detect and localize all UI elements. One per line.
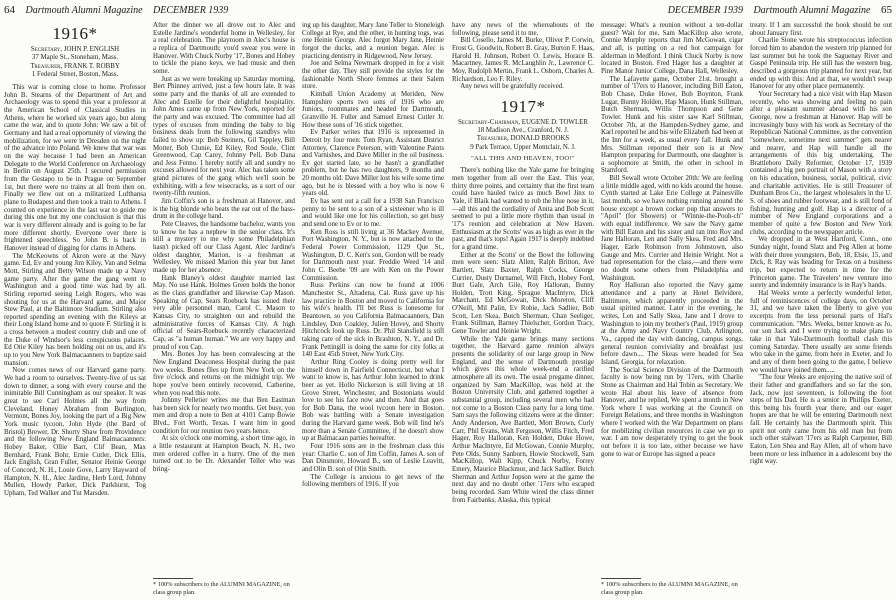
paragraph: We dropped in at West Hartford, Conn., one Sunday night, found Slatz and Peg Allen at home with their three youngsters, Bob, 18, Elsie, 15, and Dick, 8. Ray was heading for Texas on a business trip, but expected to return in time for the Princeton game. The Travelers' new venture into surety and indemnity insurance is in Ray's hands. bbox=[750, 236, 892, 290]
footnote-rule bbox=[601, 578, 641, 579]
running-head-left bbox=[4, 3, 444, 18]
issue-date: DECEMBER 1939 bbox=[667, 5, 743, 16]
page-65 bbox=[452, 0, 892, 600]
treasurer-address: 1 Federal Street, Boston, Mass. bbox=[31, 70, 119, 78]
paragraph: Mrs. Bones Joy has been convalescing at the New England Deaconess Hospital during the past two weeks. Bones flies up from New York on the five o'clock and returns on the midnight trip. We hope you've been entirely recovered, Catherine, when you read this note. bbox=[153, 351, 295, 397]
page-number: 65 bbox=[881, 4, 892, 16]
page-number: 64 bbox=[4, 4, 15, 16]
paragraph: Russ Perkins can now be found at 1006 Manchester St., Altadena, Cal. Russ gave up his law practice in Boston and moved to California for his wife's health. I'll bet Russ is lonesome for Beantown, so you California Balmacaanners, Dan Lindsley, Don Coakley, Julien Hovey, and Shorty Hitchcock look up Russ. Dr. Phil Stansfield is still taking care of the sick in Brashton, N. Y., and Dr. Frank Pettingill is doing the same for city folks at 140 East 45th Street, New York City. bbox=[302, 282, 444, 359]
paragraph: Kimball Union Academy at Meriden, New Hampshire sports two sons of 1916 who are Juniors, roommates and headed for Dartmouth, Granville H. Fuller and Samuel Ernest Cutler Jr. How these sons of '16 stick together. bbox=[302, 90, 444, 129]
paragraph: Four 1916 sons are in the freshman class this year: Charlie C. son of Jim Coffin, James A. son of Dan Dinsmore, Howard B., son of Leslie Leavitt, and Olin B. son of Olin Smith. bbox=[302, 443, 444, 474]
treasurer-address: 9 Park Terrace, Upper Montclair, N. J. bbox=[470, 143, 576, 151]
column-2 bbox=[153, 22, 295, 596]
column-text bbox=[452, 22, 594, 91]
class-1917-heading bbox=[452, 97, 594, 162]
paragraph: After the dinner we all drove out to Alec and Estelle Jardine's wonderful home in Wellesley, for a real celebration. The playroom in Alec's house is a replica of Dartmouth; you'd swear you were in Hanover. With Chuck Norby '17, Bones and Hobey to tickle the piano keys, we had music and then some. bbox=[153, 22, 295, 75]
paragraph: The Lafayette game, October 21st, brought a number of '17ers to Hanover, including Bill Eaton, Bob Chase, Duke Howe, Bob Boynton, Frank Lugar, Bunny Holden, Hap Mason, Hunk Stillman, Butch Sherman, Willis Thompson and Gene Towler. Hunk and his sister saw Karl Stillman, October 7th, at the Hampden-Sydney game, and Karl reported he and his wife Elizabeth had been at the Inn for a week, as usual every fall. Hunk and Mrs. Stillman reported their son is at New Hampton preparing for Dartmouth, one daughter is a sophomore at Smith, the other in school in Stamford. bbox=[601, 75, 743, 175]
paragraph: have any news of the whereabouts of the following, please send it to me. bbox=[452, 22, 594, 37]
paragraph: "The four Weeks are enjoying the native soil of their father and grandfathers and so far the son, Jack, now just seventeen, is following the foot steps of his Dad. He is a senior in Phillips Exeter, this being his fourth year there, and our eager hopes are that he will be entering Dartmouth next fall. He certainly has the Dartmouth spirit. This spirit not only came from his old man but from such other stalwart '17ers as Ralph Carpenter, Bill Eaton, Len Shea and Ray Allen, all of whom have been more or less influence in a adolescent boy the right way. bbox=[750, 374, 892, 466]
column-1 bbox=[452, 22, 594, 596]
column-3 bbox=[750, 22, 892, 596]
column-2 bbox=[601, 22, 743, 596]
issue-date: DECEMBER 1939 bbox=[153, 5, 229, 16]
class-year: 1917* bbox=[500, 96, 546, 116]
columns-right bbox=[452, 22, 892, 596]
paragraph: While the Yale game brings many sections together, the Harvard game reunion always presents the solidarity of our large group in New England, and the sense of Dartmouth prestige which gives this whole week-end a rarified atmosphere all its own. The usual pregame dinner, organized by Sam MacKillop, was held at the Boston University Club, and gathered together a substantial group, including several men who had not come to a Boston Class party for a long time. Sam says the following citizens were at the dinner: Andy Anderson, Ave Bartlett, Mott Brown, Curly Carr, Phil Evans, Walt Ferguson, Willis Fitch, Fred Hager, Roy Halloran, Ken Holden, Duke Howe, Arthur MacIntyre, Ed McGowan, Connie Murphy, Pete Olds, Sunny Sanborn, Howie Stockwell, Sam MacKillop, Walt Kipp, Chuck Norby, Forrey Emery, Maurice Blackmur, and Jack Sadlier. Butch Sherman and Arthur Jopson were at the game the next day and no doubt other '17ers who escaped being recorded. Sam White wired the class dinner from Fairbanks, Alaska, this typical bbox=[452, 335, 594, 504]
footnote-text: * 100% subscribers to the ALUMNI MAGAZINE, on class group plan. bbox=[601, 581, 738, 596]
paragraph: Ken Ross is still living at 36 Mackey Avenue, Port Washington, N. Y., but is now attached to the Federal Power Commission, 1129 Que St., Washington, D. C. Ken's son, Gordon will be ready for Dartmouth next year. Freddie Weed '14 and John C. Beebe '09 are with Ken on the Power Commission. bbox=[302, 228, 444, 282]
paragraph: Any news will be gratefully received. bbox=[460, 83, 564, 91]
column-text bbox=[750, 22, 892, 466]
column-text bbox=[452, 167, 594, 504]
paragraph: Either at the Scotts' or the Bowl the following men were seen: Slatz Allen, Ralph Britton, Ave Bartlett, Slatz Baxter, Ralph Cocks, George Currier, Dusty Durnamel, Will Fitch, Hobey Ford, Burt Gale, Arch Gile, Roy Halloran, Bunny Holden, Trott King, Sprague MacIntyre, Dick Marchant, Ed McGowan, Dick Moreton, Cliff O'Neill, Mil Palin, Ev Robie, Jack Sadlier, Bob Scott, Len Skea, Butch Sherman, Chan Seeliger, Frank Stillman, Barney Thielscher, Gordon Tracy, Gene Towler and Heinie Wright. bbox=[452, 251, 594, 336]
paragraph: Roy Halloran also reported the Navy game attendance and a party at Hotel Belvidere, Baltimore, which apparently proceeded in the usual spirited manner. Later in the evening, he writes, Len and Sally Skea, Jane and I drove to Washington to join my brother's (Paul, 1919) group at the Army and Navy Country Club, Arlington, Va., capped the day with dancing, campus songs, general reunion conviviality and breakfast just before dawn.... The Skeas were headed for Sea Island, Georgia, for relaxation. bbox=[601, 282, 743, 366]
section-subheading: "ALL THIS AND HEAVEN, TOO!" bbox=[471, 155, 575, 163]
paragraph: Hal Weeks wrote a perfectly wonderful letter, full of reminiscences of college days, on October 31, and we have taken the liberty to give you excerpts from the less personal parts of Hal's communication. "Mrs. Weeks, better known as Jo, our son Jack and I were trying to make plans to take in that Yale-Dartmouth football clash this coming Saturday. There usually are some friends who take in the game, from here in Exeter, and Jo and any of them been going to the game, I believe we would have joined them..... bbox=[750, 289, 892, 374]
paragraph: Jim Coffin's son is a freshman at Hanover, and is the big blonde who beats the ear out of the bass-drum in the college band. bbox=[153, 198, 295, 221]
column-3 bbox=[302, 22, 444, 596]
column-text bbox=[153, 22, 295, 474]
paragraph: treaty. If I am successful the book should be out about January first. bbox=[750, 22, 892, 37]
secretary-line: Secretary-Chairman, EUGENE D. TOWLER bbox=[458, 118, 588, 126]
paragraph: The Social Science Division of the Dartmouth faculty is now being run by '17ers, with Charlie Stone as Chairman and Hal Tobin as Secretary. We wrote Hal about his leave of absence from Hanover, and he replied, We spent a month in New York where I was working at the Council on Foreign Relations, and three months in Washington where I worked with the War Department on plans for mobilizing civilian resources in case we go to war. I am now desperately trying to get the book out before it is too late, either because we have gone to war or Europe has signed a peace bbox=[601, 366, 743, 458]
column-1 bbox=[4, 22, 146, 596]
secretary-address: 37 Maple St., Stoneham, Mass. bbox=[31, 54, 119, 62]
columns-left bbox=[4, 22, 444, 596]
paragraph: The College is anxious to get news of the following members of 1916. If you bbox=[302, 473, 444, 489]
column-text bbox=[302, 22, 444, 489]
running-head-right bbox=[452, 3, 892, 18]
magazine-title: Dartmouth Alumni Magazine bbox=[25, 5, 143, 16]
paragraph: Just as we were breaking up Saturday morning, Bert Phinney arrived, just a few hours late. It was some party and the thanks of all are extended to Alec and Estelle for their delightful hospitality. John Ames came up from New York, reported for the party and was excused. The committee had all types of excuses from minding the baby to big business deals from the following standbys who failed to show up: Bob Steiners, Gil Tappley, Bill Motter, Bob Clunie, Ed Kiley, Rod Soule, Clint Greenwood, Cap Carey, Johnny Pell, Bob Dana and Jess Fenno. I hereby notify all and sundry no excuses allowed for next year. Alec has taken some grand pictures of the gang which we'll soon be exhibiting, with a few wisecracks, as a sort of our twenty-fifth reunion. bbox=[153, 75, 295, 198]
footnote-rule bbox=[153, 578, 193, 579]
magazine-title: Dartmouth Alumni Magazine bbox=[753, 5, 871, 16]
treasurer-line: Treasurer, FRANK T. ROBBY bbox=[30, 62, 120, 70]
footnote bbox=[601, 575, 743, 596]
paragraph: Hank Blaney's oldest daughter married last May. No use Hank. Holmes Green holds the honor as the class grandfather and likewise Cap Mason. Speaking of Cap, Sears Roebuck has issued their very able personnel man, Carol C. Mason to Kansas City, to straighten out and rebuild the administrative forces of Kansas City. A high official of Sears-Roebuck recently characterized Cap, as "a human human." We are very happy and proud of you Cap. bbox=[153, 274, 295, 351]
paragraph: At six o'clock one morning, a short time ago, in a little restaurant at Hampton Beach, N. H., two men ordered coffee in a hurry. One of the men turned out to be Dr. Alexander Teller who was bring- bbox=[153, 435, 295, 474]
paragraph: Joe and Selma Newmark dropped in for a visit the other day. They still provide the styles for the fashionable North Shore femmes at their Salem store. bbox=[302, 60, 444, 91]
paragraph: Johnny Pelletier writes me that Ben Eastman has been sick for nearly two months. Get busy, you men and drop a note to Ben at 4101 Camp Bowie Blvd., Fort Worth, Texas. I want him in good condition for our reunion two years hence. bbox=[153, 397, 295, 435]
paragraph: Your Secretary had a nice visit with Hap Mason recently, who was showing and feeling no pain after a pleasant summer abroad with his son George, now a freshman at Hanover. Hap will be increasingly busy with his work as Secretary of the Republican National Committee, as the convention "somewhere, sometime next summer" gets nearer and nearer, and Hap will handle all the arrangements of this big undertaking. The Brattleboro Daily Reformer, October 17, 1939 contained a big pen portrait of Mason with a story on his education, business, social, political, civic and charitable activities. He is still Treasurer of Dunham Bros Co., the largest wholesalers in the U. S. of shoes and rubber footwear, and is still fond of fishing, hunting and golf. Hap is a director of a number of New England corporations and a member of quite a few Boston and New York clubs, according to the newspaper article. bbox=[750, 90, 892, 236]
page-64 bbox=[4, 0, 444, 600]
treasurer-line: Treasurer, DONALD BROOKS bbox=[476, 135, 570, 143]
column-text bbox=[601, 22, 743, 458]
column-text bbox=[4, 84, 146, 497]
class-1916-heading bbox=[4, 24, 146, 79]
paragraph: message: What's a reunion without a ten-dollar guest? Wait for me. Sam MacKillop also wrote, Connie Murphy reports that Jim McGowan, cigar and all, is putting on a red hot campaign for alderman in Medford. I think Chuck Norby is now located in Boston. Fred Hager has a daughter at Pine Manor Junior College, Dana Hall, Wellesley. bbox=[601, 22, 743, 75]
footnote-text: * 100% subscribers to the ALUMNI MAGAZINE, on class group plan. bbox=[153, 581, 290, 596]
paragraph: Now comes news of our Harvard game party. We had a room to ourselves. Twenty-five of us sat down to dinner, a song with every course and the inimitable Bill Cunningham as our speaker. It was great to see Carl Holmes all the way from Cleveland, Honey Abraham from Burlington, Vermont, Bones Joy, looking the part of a Big New York music tycoon, John Hyde (the Bard of Bristol) Brewer, Dr. Shorty Shaw from Providence and the following New England Balmacaanners: Hobey Baker, Ollie Barr, Clif Bean, Max Bernhard, Frank Bohr, Ernie Cutler, Dick Ellis, Jack English, Gran Fuller, Senator Heinie George of Concord, N. H., Louie Gove, Larry Hayward of Hampton, N. H., Alec Jardine, Herb Lord, Johnny Mullen, Howdy Parker, Dick Parkhurst, Tog Upham, Ted Walker and Tut Marsden. bbox=[4, 367, 146, 497]
paragraph: Bill Sewall wrote October 20th: We are feeling a little middle aged, with no kids around the house. Cynth started at Lake Erie College at Painesville last month, so we have nothing running around the house except a brown cocker pup that answers to "April" (for Showers) or "Winnie-the-Pooh-ch" with equal indifference. We saw the Navy game with Bill Eaton and his sister and ran into Roy and Jane Halloran, Len and Sally Skea, Fred and Mrs. Hager, Earle Robinson from Johnstown, also Gauge and Mrs. Currier and Heinie Wright. Not a bad representation for the class,—and there were no doubt some others from Philadelphia and Washington. bbox=[601, 175, 743, 282]
paragraph: The McKeowns of Akron were at the Navy game. Ed, Ev and young Jim Kiley, Van and Selma Mott, Stirling and Betty Wilson made up a Navy game party. After the game the gang went to Washington and a good time was had by all. Stirling reported seeing Leigh Rogers, who was shouting for us at the Harvard game, and Major Stew Paul, at the Baltimore Stadium. Stirling also reported spending an evening with the Kileys at their Long Island home and to quote F. Stirling it is a cross between a modest country club and one of the Duke of Windsor's less conspicuous palaces. Ed Otie Kiley has been holding out on us, and it's up to you New York Balmacaanners to baptize said mansion. bbox=[4, 252, 146, 367]
paragraph: There's nothing like the Yale game for bringing men together from all over the East. This year, thirty three points, and certainty that the first team could have hauled twice as much Bowl Jinx to Yale, if Blaik had wanted to rub the blue nose in it,—all this and the cordiality of Anita and Bob Scott seemed to put a little more rhythm than usual in '17's reunion and celebration at New Haven. Enthusiasm at the Scotts' was as high as ever in the past, and that's tops! Again 1917 is deeply indebted for a grand time. bbox=[452, 167, 594, 251]
paragraph: Bill Cosello, James M. Burke, Oliver P. Corwin, Frost G. Goodwin, Robert B. Gray, Burton F. Haas, Harold H. Johnson, Robert O. Lewis, Horace B. Macartney, James R. McLaughlin Jr., Lawrence C. Moy, Rudolph Mertin, Frank L. Osborn, Charles A. Richardson, Leo F. Riley. bbox=[452, 37, 594, 83]
paragraph: Ev Parker writes that 1916 is represented in Detroit by four men: Tom Ryan, Assistant District Attorney, Clarence Peterson, with Valentine Paints and Varnishes, and Dave Miller in the oil business. Ev got started late, so he hasn't a grandfather problem, but he has two daughters, 9 months and 20 months old. Dave Miller lost his wife some time ago, but he is blessed with a boy who is now 6 years old. bbox=[302, 129, 444, 198]
class-year: 1916* bbox=[52, 24, 98, 43]
paragraph: ing up his daughter, Mary Jane Teller to Stoneleigh College at Rye, and the other, in hunting togs, was one Heinie George. Alec forgot Mary Jane, Heinie forgot the ducks, and a reunion began. Alec is practicing dentistry in Ridgewood, New Jersey. bbox=[302, 22, 444, 60]
paragraph: Arthur Ring Cooley is doing pretty well for himself down in Fairfield Connecticut, but what I want to know is, has Arthur John learned to drink beer as yet. Hollo Nickerson is still living at 18 Grove Street, Winchester, and Bostonians would love to see his face now and then. And that goes for Bob Dana, the wool tycoon here in Boston. Bob was battling with a Senate investigation during the Harvard game week. Bob will find he's more than a Senate Committee, if he doesn't show up at Balmacaan parties hereafter. bbox=[302, 358, 444, 443]
secretary-line: Secretary, JOHN P. ENGLISH bbox=[30, 46, 120, 53]
paragraph: Charlie Stone wrote his streptococcus infection forced him to abandon the western trip planned for last summer but he took the Saguenay River and Gaspé Peninsula trip. He still has the western bug, described a gorgeous trip planned for next year, but ended up with this: And at that, we wouldn't swap Hanover for any other place permanently. bbox=[750, 37, 892, 91]
paragraph: This war is coming close to home. Professor John B. Stearns of the Department of Art and Archaeology was to spend this year a professor at the American School of Classical Studies in Athens, where he worked six years ago, but along came the war, and to quote John: We saw a bit of Germany and had a real opportunity of viewing the mobilization, for we were in Dresden on the night of the advance into Poland. We knew that war was on the way because I had been an American Delegate to the World Conference on Archaeology in Berlin on August 25th. I secured permission from the Gestapo to be in Prague on September 1st, but there were no trains at all from then on. Finally we flew out on a militarized Lufthansa plane to Budapest and then took a train to Athens. I counted on experience in the last war to guide me during this one but my one conclusion is that this war is very different already and is going to be far more different shortly. Everyone over there is frightened speechless. So John B. is back in Hanover instead of digging for clams in Athens. bbox=[4, 84, 146, 252]
footnote bbox=[153, 575, 295, 596]
paragraph: Ev has sent out a call for a 1938 San Francisco penny to be sent to a son of a sixteener who is ill and would like one for his collection, so get busy and send one to Ev or to me. bbox=[302, 198, 444, 229]
secretary-address: 18 Madison Ave., Cranford, N. J. bbox=[477, 127, 569, 135]
paragraph: Pete Cleaves, the handsome bachelor, wants you to know he has a nephew in the senior class. It's still a mystery to me why some Philadelphian hasn't picked off our Class Agent. Alec Jardine's oldest daughter, Marion, is a freshman at Wellesley. We missed Marion this year but Janet made up for her absence. bbox=[153, 221, 295, 274]
